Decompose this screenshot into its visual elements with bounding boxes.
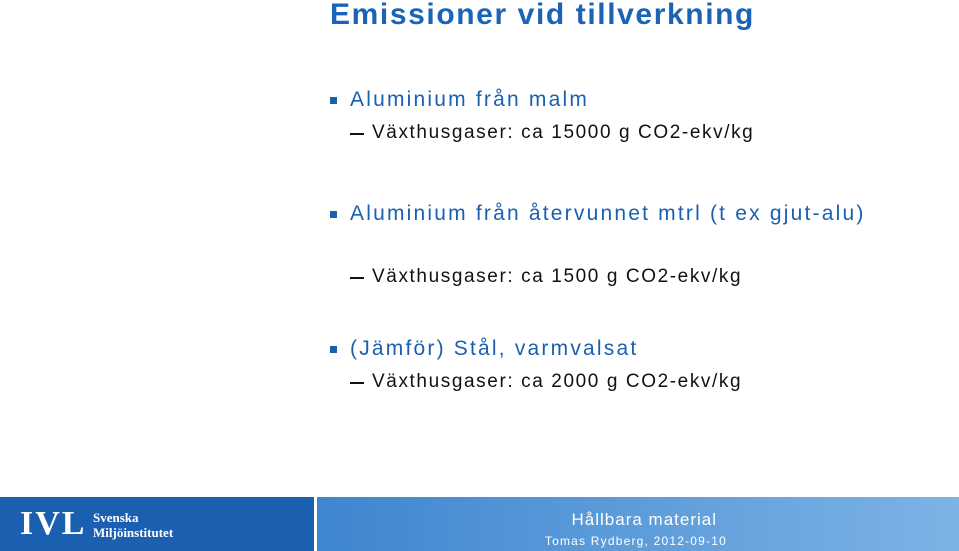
footer-info-panel <box>317 497 959 551</box>
bullet-item-1 <box>330 84 870 115</box>
bullet-item-3 <box>330 333 870 364</box>
logo-line-2: Miljöinstitutet <box>93 525 174 540</box>
dash-bullet-icon <box>350 277 364 279</box>
footer-title: Hållbara material <box>571 510 717 529</box>
footer-bar <box>0 497 959 551</box>
bullet-text: (Jämför) Stål, varmvalsat <box>350 337 639 360</box>
square-bullet-icon <box>330 211 337 218</box>
square-bullet-icon <box>330 97 337 104</box>
bullet-text: Aluminium från återvunnet mtrl (t ex gjut-alu) <box>350 202 866 225</box>
dash-bullet-icon <box>350 382 364 384</box>
sub-text: Växthusgaser: ca 15000 g CO2-ekv/kg <box>372 122 755 143</box>
sub-text: Växthusgaser: ca 2000 g CO2-ekv/kg <box>372 371 743 392</box>
sub-item-1 <box>350 121 754 145</box>
logo-line-1: Svenska <box>93 510 139 525</box>
footer-author-date: Tomas Rydberg, 2012-09-10 <box>544 534 727 548</box>
bullet-text: Aluminium från malm <box>350 88 590 111</box>
sub-item-3 <box>350 370 742 394</box>
slide-title: Emissioner vid tillverkning <box>330 0 755 31</box>
footer-logo-panel <box>0 497 314 551</box>
bullet-item-2 <box>330 198 870 229</box>
logo-org-name <box>93 510 173 540</box>
sub-text: Växthusgaser: ca 1500 g CO2-ekv/kg <box>372 266 743 287</box>
dash-bullet-icon <box>350 133 364 135</box>
logo-mark: IVL <box>20 505 87 542</box>
sub-item-2 <box>350 265 742 289</box>
square-bullet-icon <box>330 346 337 353</box>
